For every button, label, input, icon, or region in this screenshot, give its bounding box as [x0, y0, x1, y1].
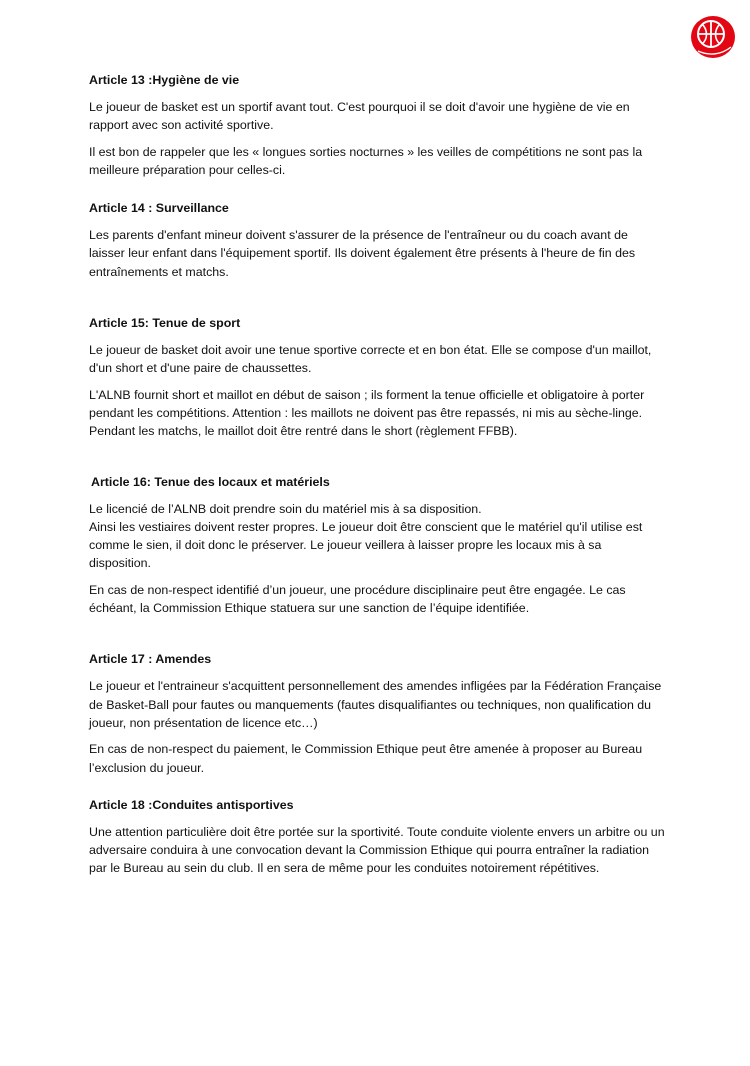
- article-18: [89, 797, 665, 878]
- article-heading: Article 18 :Conduites antisportives: [89, 797, 294, 812]
- article-15: [89, 315, 665, 440]
- article-13: [89, 72, 665, 179]
- article-paragraph: Il est bon de rappeler que les « longues sorties nocturnes » les veilles de compétitions ne sont pas la meilleure préparation pour celles-ci.: [89, 144, 643, 177]
- article-16: [89, 474, 665, 618]
- article-paragraph: Le licencié de l’ALNB doit prendre soin du matériel mis à sa disposition. Ainsi les vestiaires doivent rester propres. Le joueur doit être conscient que le matériel qu'il utilise est comme le sien, il doit donc le préserver. Le joueur veillera à laisser propre les locaux mis à sa disposition.: [89, 501, 643, 571]
- article-14: [89, 200, 665, 281]
- article-heading: Article 17 : Amendes: [89, 652, 212, 667]
- article-paragraph: Une attention particulière doit être portée sur la sportivité. Toute conduite violente envers un arbitre ou un adversaire conduira à une convocation devant la Commission Ethique qui pourra entraîner la radiation par le Bureau au sein du club. Il en sera de même pour les conduites notoirement répétitives.: [89, 824, 665, 876]
- article-paragraph: Les parents d'enfant mineur doivent s'assurer de la présence de l'entraîneur ou du coach avant de laisser leur enfant dans l'équipement sportif. Ils doivent également être présents à l'heure de fin des entraînements et matchs.: [89, 228, 636, 279]
- article-paragraph: L'ALNB fournit short et maillot en début de saison ; ils forment la tenue officielle et obligatoire à porter pendant les compétitions. Attention : les maillots ne doivent pas être repassés, ni mis au sèche-linge. Pendant les matchs, le maillot doit être rentré dans le short (règlement FFBB).: [89, 387, 645, 439]
- basketball-club-logo-icon: [689, 13, 737, 61]
- article-heading: Article 13 :Hygiène de vie: [89, 73, 240, 87]
- article-paragraph: En cas de non-respect du paiement, le Commission Ethique peut être amenée à proposer au Bureau l’exclusion du joueur.: [89, 742, 643, 775]
- article-heading: Article 15: Tenue de sport: [89, 316, 241, 331]
- article-heading: Article 14 : Surveillance: [89, 201, 229, 216]
- article-heading: Article 16: Tenue des locaux et matériels: [91, 474, 330, 489]
- article-paragraph: En cas de non-respect identifié d’un joueur, une procédure disciplinaire peut être engagée. Le cas échéant, la Commission Ethique statuera sur une sanction de l’équipe identifiée.: [89, 582, 626, 616]
- article-paragraph: Le joueur et l'entraineur s'acquittent personnellement des amendes infligées par la Fédération Française de Basket-Ball pour fautes ou manquements (fautes disqualifiantes ou techniques, non qualification du joueur, non présentation de licence etc…): [89, 679, 662, 730]
- article-paragraph: Le joueur de basket est un sportif avant tout. C'est pourquoi il se doit d'avoir une hygiène de vie en rapport avec son activité sportive.: [89, 100, 630, 133]
- document-body: [89, 72, 665, 886]
- article-paragraph: Le joueur de basket doit avoir une tenue sportive correcte et en bon état. Elle se compose d'un maillot, d'un short et d'une paire de chaussettes.: [89, 343, 652, 376]
- article-17: [89, 651, 665, 776]
